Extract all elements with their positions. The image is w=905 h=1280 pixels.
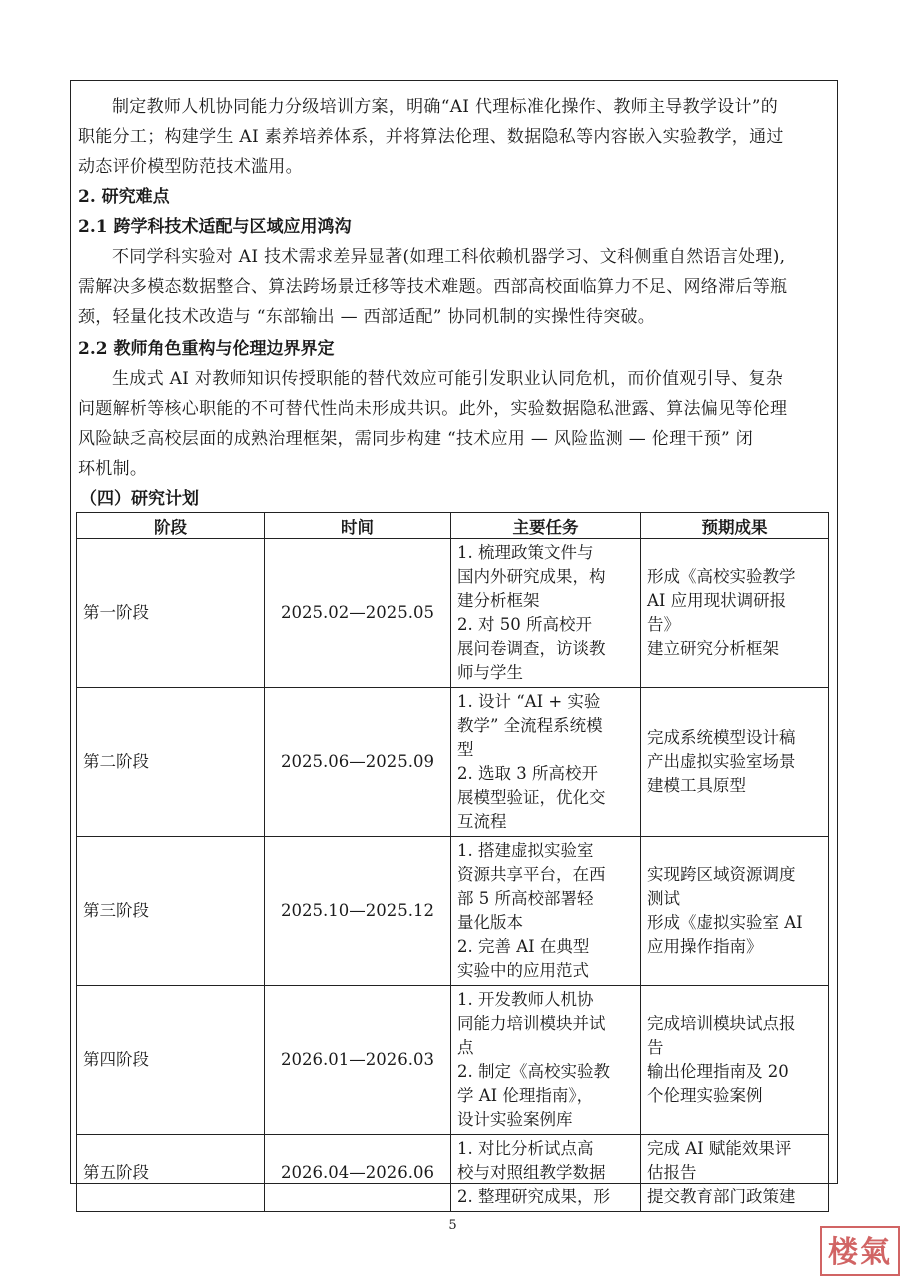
task-line: 2. 整理研究成果，形 xyxy=(457,1187,610,1206)
task-line: 2. 制定《高校实验教 xyxy=(457,1062,610,1081)
outcome-line: 形成《虚拟实验室 AI xyxy=(647,913,803,932)
subsection-title-1: 2.1 跨学科技术适配与区域应用鸿沟 xyxy=(78,217,352,237)
stage-cell: 第一阶段 xyxy=(77,539,265,688)
stage-cell: 第三阶段 xyxy=(77,837,265,986)
task-line: 1. 对比分析试点高 xyxy=(457,1139,594,1158)
task-line: 2. 完善 AI 在典型 xyxy=(457,937,590,956)
outcomes-cell xyxy=(641,986,829,1135)
outcome-line: 个伦理实验案例 xyxy=(647,1086,763,1105)
header-stage: 阶段 xyxy=(77,513,265,539)
table-header-row xyxy=(77,513,829,539)
outcomes-cell xyxy=(641,837,829,986)
header-outcomes: 预期成果 xyxy=(641,513,829,539)
header-tasks: 主要任务 xyxy=(451,513,641,539)
task-line: 学 AI 伦理指南》， xyxy=(457,1086,594,1105)
table-row xyxy=(77,1135,829,1212)
outcomes-cell xyxy=(641,1135,829,1212)
outcomes-cell xyxy=(641,688,829,837)
table-row xyxy=(77,837,829,986)
outcome-line: 测试 xyxy=(647,889,680,908)
stage-cell: 第五阶段 xyxy=(77,1135,265,1212)
task-line: 1. 搭建虚拟实验室 xyxy=(457,841,594,860)
intro-line-1: 制定教师人机协同能力分级培训方案，明确“AI 代理标准化操作、教师主导教学设计”的 xyxy=(112,97,779,117)
outcome-line: 建模工具原型 xyxy=(647,776,746,795)
task-line: 资源共享平台，在西 xyxy=(457,865,606,884)
research-plan-table xyxy=(76,512,829,1212)
sub1-line-2: 需解决多模态数据整合、算法跨场景迁移等技术难题。西部高校面临算力不足、网络滞后等瓶 xyxy=(78,277,788,297)
task-line: 建分析框架 xyxy=(457,591,540,610)
task-line: 设计实验案例库 xyxy=(457,1110,573,1129)
header-time: 时间 xyxy=(265,513,451,539)
outcomes-cell xyxy=(641,539,829,688)
task-line: 校与对照组教学数据 xyxy=(457,1163,606,1182)
table-row xyxy=(77,986,829,1135)
outcome-line: 形成《高校实验教学 xyxy=(647,567,796,586)
sub1-line-3: 颈，轻量化技术改造与 “东部输出 — 西部适配” 协同机制的实操性待突破。 xyxy=(78,307,656,327)
stage-cell: 第二阶段 xyxy=(77,688,265,837)
task-line: 1. 梳理政策文件与 xyxy=(457,543,594,562)
sub2-line-4: 环机制。 xyxy=(78,459,148,479)
time-cell: 2025.02—2025.05 xyxy=(265,539,451,688)
outcome-line: 告》 xyxy=(647,615,680,634)
table-row xyxy=(77,539,829,688)
outcome-line: 完成培训模块试点报 xyxy=(647,1014,796,1033)
tasks-cell xyxy=(451,539,641,688)
outcome-line: AI 应用现状调研报 xyxy=(647,591,787,610)
sub2-line-3: 风险缺乏高校层面的成熟治理框架，需同步构建 “技术应用 — 风险监测 — 伦理干预” 闭 xyxy=(78,429,754,449)
tasks-cell xyxy=(451,688,641,837)
intro-line-3: 动态评价模型防范技术滥用。 xyxy=(78,157,303,177)
stage-cell: 第四阶段 xyxy=(77,986,265,1135)
task-line: 国内外研究成果，构 xyxy=(457,567,606,586)
outcome-line: 建立研究分析框架 xyxy=(647,639,779,658)
time-cell: 2025.06—2025.09 xyxy=(265,688,451,837)
table-row xyxy=(77,688,829,837)
sub2-line-2: 问题解析等核心职能的不可替代性尚未形成共识。此外，实验数据隐私泄露、算法偏见等伦理 xyxy=(78,399,788,419)
task-line: 2. 选取 3 所高校开 xyxy=(457,764,598,783)
outcome-line: 实现跨区域资源调度 xyxy=(647,865,796,884)
tasks-cell xyxy=(451,837,641,986)
tasks-cell xyxy=(451,1135,641,1212)
task-line: 1. 设计 “AI + 实验 xyxy=(457,692,601,711)
outcome-line: 提交教育部门政策建 xyxy=(647,1187,796,1206)
sub2-line-1: 生成式 AI 对教师知识传授职能的替代效应可能引发职业认同危机，而价值观引导、复杂 xyxy=(112,369,784,389)
task-line: 同能力培训模块并试 xyxy=(457,1014,606,1033)
task-line: 展问卷调查，访谈教 xyxy=(457,639,606,658)
outcome-line: 估报告 xyxy=(647,1163,697,1182)
task-line: 2. 对 50 所高校开 xyxy=(457,615,592,634)
outcome-line: 输出伦理指南及 20 xyxy=(647,1062,789,1081)
task-line: 型 xyxy=(457,740,474,759)
page-number: 5 xyxy=(448,1218,457,1233)
outcome-line: 产出虚拟实验室场景 xyxy=(647,752,796,771)
time-cell: 2026.04—2026.06 xyxy=(265,1135,451,1212)
outcome-line: 应用操作指南》 xyxy=(647,937,763,956)
task-line: 部 5 所高校部署轻 xyxy=(457,889,594,908)
sub1-line-1: 不同学科实验对 AI 技术需求差异显著(如理工科依赖机器学习、文科侧重自然语言处理), xyxy=(112,247,786,267)
task-line: 点 xyxy=(457,1038,474,1057)
outcome-line: 完成 AI 赋能效果评 xyxy=(647,1139,792,1158)
plan-title: （四）研究计划 xyxy=(80,489,199,509)
tasks-cell xyxy=(451,986,641,1135)
task-line: 师与学生 xyxy=(457,663,523,682)
watermark-seal: 楼氣 xyxy=(820,1226,900,1276)
outcome-line: 完成系统模型设计稿 xyxy=(647,728,796,747)
time-cell: 2026.01—2026.03 xyxy=(265,986,451,1135)
task-line: 1. 开发教师人机协 xyxy=(457,990,594,1009)
task-line: 量化版本 xyxy=(457,913,523,932)
task-line: 实验中的应用范式 xyxy=(457,961,589,980)
task-line: 互流程 xyxy=(457,812,507,831)
outcome-line: 告 xyxy=(647,1038,664,1057)
task-line: 展模型验证，优化交 xyxy=(457,788,606,807)
task-line: 教学” 全流程系统模 xyxy=(457,716,603,735)
intro-line-2: 职能分工；构建学生 AI 素养培养体系，并将算法伦理、数据隐私等内容嵌入实验教学，通过 xyxy=(78,127,784,147)
time-cell: 2025.10—2025.12 xyxy=(265,837,451,986)
section-title: 2. 研究难点 xyxy=(78,187,170,207)
subsection-title-2: 2.2 教师角色重构与伦理边界界定 xyxy=(78,339,335,359)
